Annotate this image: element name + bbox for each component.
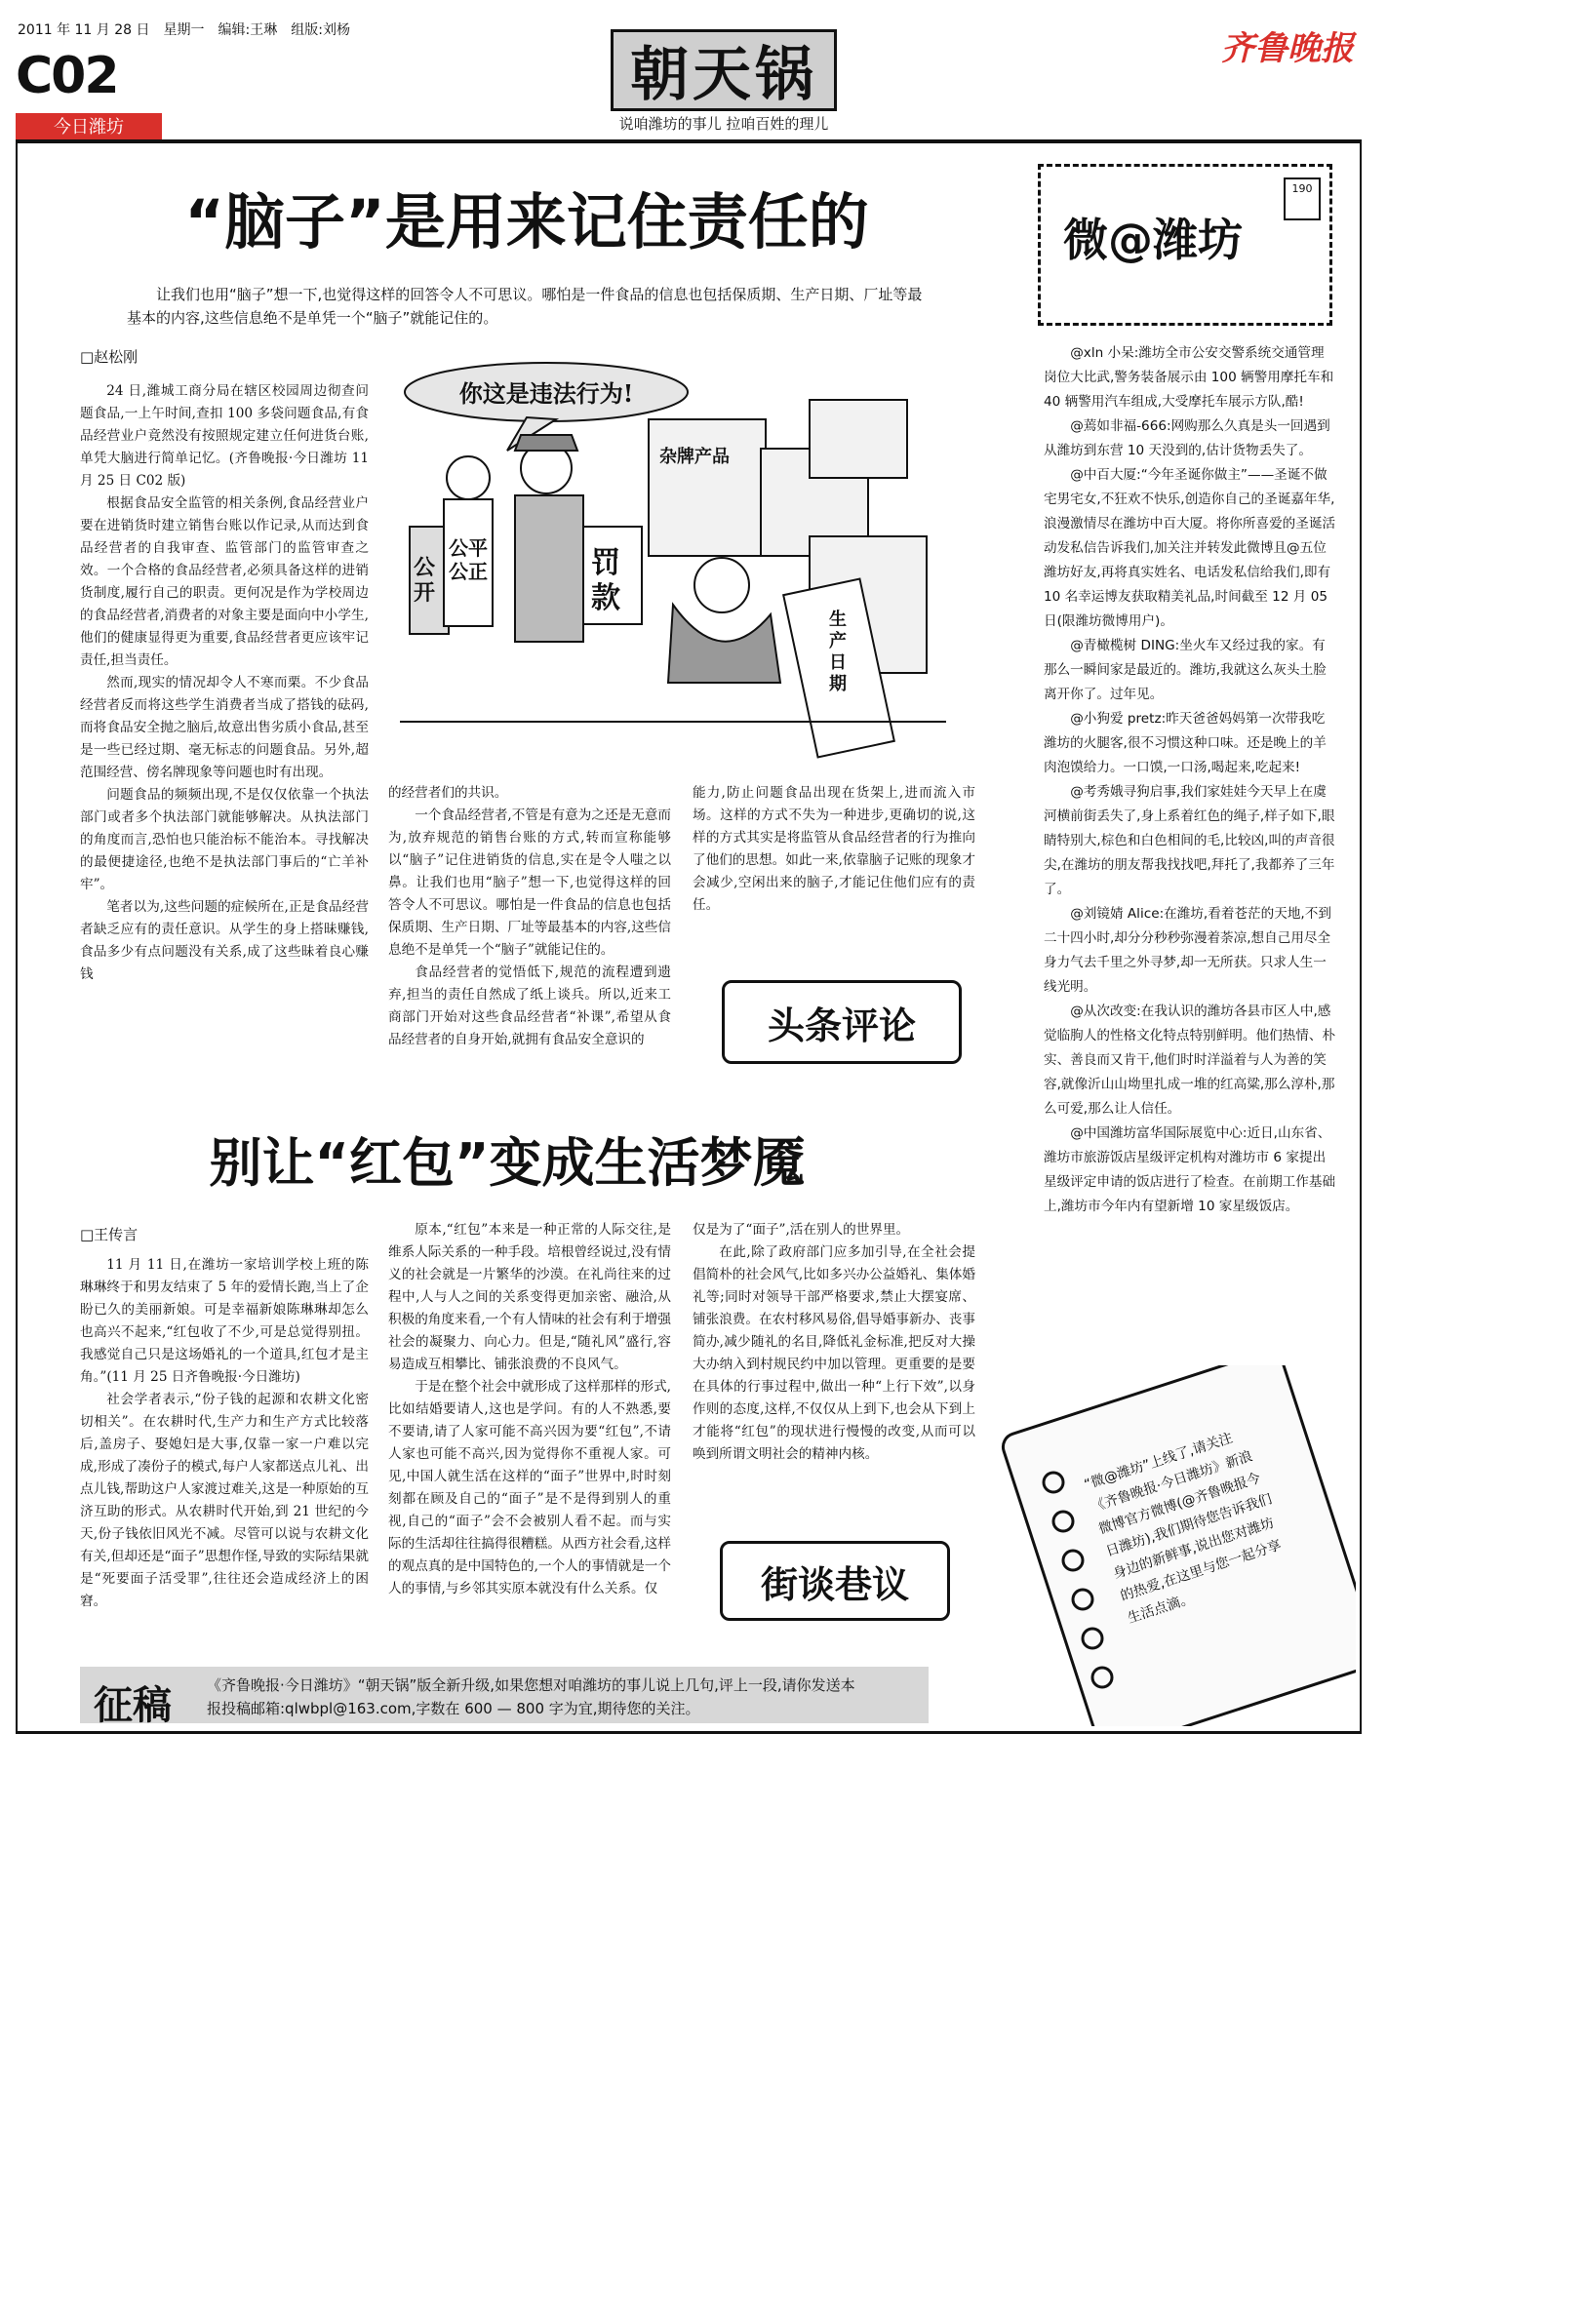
weibo-post: @中百大厦:“今年圣诞你做主”——圣诞不做宅男宅女,不狂欢不快乐,创造你自己的圣诞嘉年华,浪漫激情尽在潍坊中百大厦。将你所喜爱的圣诞活动发私信告诉我们,加关注并转发此微博且@五位潍坊好友,再将真实姓名、电话发私信给我们,即有 10 名幸运博友获取精美礼品,时间截至 12 月 05 日(限潍坊微博用户)。 [1044,467,1336,629]
paper-name-logo: 齐鲁晚报 [1221,29,1354,68]
speech-bubble-text: 你这是违法行为! [458,379,634,408]
paragraph: 在此,除了政府部门应多加引导,在全社会提倡简朴的社会风气,比如多兴办公益婚礼、集体婚礼等;同时对领导干部严格要求,禁止大摆宴席、铺张浪费。在农村移风易俗,倡导婚事新办、丧事简办,减少随礼的名目,降低礼金标准,把反对大操大办纳入到村规民约中加以管理。更重要的是要在具体的行事过程中,做出一种“上行下效”,以身作则的态度,这样,不仅仅从上到下,也会从下到上才能将“红包”的现状进行慢慢的改变,从而可以唤到所谓文明社会的精神内核。 [693,1244,975,1462]
article2-column-1 [80,1254,369,1613]
article1-byline: □赵松刚 [80,348,139,366]
weibo-post: @蔫如非福-666:网购那么久真是头一回遇到从潍坊到东营 10 天没到的,估计货物丢失了。 [1044,418,1330,458]
stamp-icon: 190 [1284,177,1321,220]
weibo-post: @从次改变:在我认识的潍坊各县市区人中,感觉临朐人的性格文化特点特别鲜明。他们热情、朴实、善良而又肯干,他们时时洋溢着与人为善的笑容,就像沂山山坳里扎成一堆的红高粱,那么淳朴,那么可爱,那么让人信任。 [1044,1004,1336,1117]
footer-line: 报投稿邮箱:qlwbpl@163.com,字数在 600 — 800 字为宜,期待您的关注。 [207,1700,700,1717]
weibo-post: @考秀娥寻狗启事,我们家娃娃今天早上在虞河横前街丢失了,身上系着红色的绳子,样子如下,眼睛特别大,棕色和白色相间的毛,比较凶,叫的声音很尖,在潍坊的朋友帮我找找吧,拜托了,我都养了三年了。 [1044,784,1335,897]
paragraph: 仅是为了“面子”,活在别人的世界里。 [693,1222,910,1238]
notepad-illustration [985,1365,1356,1726]
sign-text: 公开 [414,556,436,606]
paragraph: 根据食品安全监管的相关条例,食品经营业户要在进销货时建立销售台账以作记录,从而达到食品经营者的自我审查、监管部门的监管审查之效。一个合格的食品经营者,必须具备这样的进销货制度,履行自己的职责。更何况是作为学校周边的食品经营者,消费者的对象主要是面向中小学生,他们的健康显得更为重要,食品经营者更应该牢记责任,担当责任。 [80,495,369,668]
article1-lede: 让我们也用“脑子”想一下,也觉得这样的回答令人不可思议。哪怕是一件食品的信息也包括保质期、生产日期、厂址等最基本的内容,这些信息绝不是单凭一个“脑子”就能记住的。 [127,286,923,327]
paragraph: 能力,防止问题食品出现在货架上,进而流入市场。这样的方式不失为一种进步,更确切的说,这样的方式其实是将监管从食品经营者的行为推向了他们的思想。如此一来,依靠脑子记账的现象才会减少,空闲出来的脑子,才能记住他们应有的责任。 [693,785,975,913]
footer-text [207,1674,919,1720]
notepad-text: “微@潍坊”上线了,请关注《齐鲁晚报·今日潍坊》新浪微博官方微博(@齐鲁晚报今日潍坊),我们期待您告诉我们身边的新鲜事,说出您对潍坊的热爱,在这里与您一起分享生活点滴。 [1082,1430,1284,1627]
sign-text: 生产日期 [829,610,847,694]
sign-text: 公平公正 [449,536,488,583]
weibo-posts [1044,341,1336,1219]
sign-text: 罚款 [591,546,620,615]
date-line: 2011 年 11 月 28 日 星期一 编辑:王琳 组版:刘杨 [18,22,350,38]
paragraph: 然而,现实的情况却令人不寒而栗。不少食品经营者反而将这些学生消费者当成了搭钱的砝码,而将食品安全抛之脑后,故意出售劣质小食品,甚至是一些已经过期、毫无标志的问题食品。另外,超范围经营、傍名牌现象等问题也时有出现。 [80,675,369,780]
paragraph: 的经营者们的共识。 [388,785,508,801]
left-border [16,143,18,1731]
right-border [1360,143,1362,1731]
section-label: 今日潍坊 [16,113,162,142]
weibo-post: @中国潍坊富华国际展览中心:近日,山东省、潍坊市旅游饭店星级评定机构对潍坊市 6 家提出星级评定申请的饭店进行了检查。在前期工作基础上,潍坊市今年内有望新增 10 家星级饭店。 [1044,1125,1336,1214]
paragraph: 原本,“红包”本来是一种正常的人际交往,是维系人际关系的一种手段。培根曾经说过,没有情义的社会就是一片繁华的沙漠。在礼尚往来的过程中,人与人之间的关系变得更加亲密、融洽,从积极的角度来看,一个有人情味的社会有利于增强社会的凝聚力、向心力。但是,“随礼风”盛行,容易造成互相攀比、铺张浪费的不良风气。 [388,1222,671,1372]
paragraph: 笔者以为,这些问题的症候所在,正是食品经营者缺乏应有的责任意识。从学生的身上搭昧赚钱,食品多少有点问题没有关系,成了这些昧着良心赚钱 [80,899,369,982]
paragraph: 24 日,潍城工商分局在辖区校园周边彻查问题食品,一上午时间,查扣 100 多袋问题食品,有食品经营业户竟然没有按照规定建立任何进货台账,单凭大脑进行简单记忆。(齐鲁晚报·今日潍坊 11 月 25 日 C02 版) [80,383,369,489]
footer-rule [16,1731,1362,1734]
article1-column-2 [388,782,671,1051]
weibo-post: @刘镜婧 Alice:在潍坊,看着苍茫的天地,不到二十四小时,却分分秒秒弥漫着荼凉,想自己用尽全身力气去千里之外寻梦,却一无所获。只求人生一线光明。 [1044,906,1331,995]
headline-comment-badge: 头条评论 [722,980,962,1064]
footer-label: 征稿 [94,1683,172,1728]
article2-byline: □王传言 [80,1226,139,1243]
weibo-post: @xln 小呆:潍坊全市公安交警系统交通管理岗位大比武,警务装备展示由 100 辆警用摩托车和 40 辆警用汽车组成,大受摩托车展示方队,酷! [1044,345,1334,410]
street-talk-badge: 街谈巷议 [720,1541,950,1621]
column-brand: 朝天锅 [611,29,837,111]
article2-column-3 [693,1219,975,1466]
article1-column-3 [693,782,975,917]
paragraph: 一个食品经营者,不管是有意为之还是无意而为,放弃规范的销售台账的方式,转而宣称能够以“脑子”记住进销货的信息,实在是令人嗤之以鼻。让我们也用“脑子”想一下,也觉得这样的回答令人不可思议。哪怕是一件食品的信息也包括保质期、生产日期、厂址等最基本的内容,这些信息绝不是单凭一个“脑子”就能记住的。 [388,807,671,958]
article2-headline: 别让“红包”变成生活梦魇 [209,1132,806,1194]
header-rule [16,139,1362,143]
weibo-title: 微@潍坊 [1063,214,1243,266]
weibo-post: @青橄榄树 DING:坐火车又经过我的家。有那么一瞬间家是最近的。潍坊,我就这么灰头土脸离开你了。过年见。 [1044,638,1327,702]
article1-headline: “脑子”是用来记住责任的 [184,186,869,257]
paragraph: 社会学者表示,“份子钱的起源和农耕文化密切相关”。在农耕时代,生产力和生产方式比较落后,盖房子、娶媳妇是大事,仅靠一家一户难以完成,形成了凑份子的模式,每户人家都送点儿礼、出点儿钱,帮助这户人家渡过难关,这是一种原始的互济互助的形式。从农耕时代开始,到 21 世纪的今天,份子钱依旧风光不减。尽管可以说与农耕文化有关,但却还是“面子”思想作怪,导致的实际结果就是“死要面子活受罪”,往往还会造成经济上的困窘。 [80,1392,369,1609]
footer-line: 《齐鲁晚报·今日潍坊》“朝天锅”版全新升级,如果您想对咱潍坊的事儿说上几句,评上一段,请你发送本 [207,1676,855,1694]
cartoon-illustration [400,361,946,770]
weibo-post: @小狗爱 pretz:昨天爸爸妈妈第一次带我吃潍坊的火腿客,很不习惯这种口味。还是晚上的羊肉泡馍给力。一口馍,一口汤,喝起来,吃起来! [1044,711,1327,775]
paragraph: 11 月 11 日,在潍坊一家培训学校上班的陈琳琳终于和男友结束了 5 年的爱情长跑,当上了企盼已久的美丽新娘。可是幸福新娘陈琳琳却怎么也高兴不起来,“红包收了不少,可是总觉得别扭。我感觉自己只是这场婚礼的一个道具,红包才是主角。”(11 月 25 日齐鲁晚报·今日潍坊) [80,1257,369,1385]
box-label: 杂牌产品 [659,447,730,467]
article2-column-2 [388,1219,671,1600]
page-code: C02 [16,47,118,105]
paragraph: 于是在整个社会中就形成了这样那样的形式,比如结婚要请人,这也是学问。有的人不熟悉,要不要请,请了人家可能不高兴因为要“红包”,不请人家也可能不高兴,因为觉得你不重视人家。可见,中国人就生活在这样的“面子”世界中,时时刻刻都在顾及自己的“面子”是不是得到别人的重视,自己的“面子”会不会被别人看不起。而与实际的生活却往往搞得很糟糕。从西方社会看,这样的观点真的是中国特色的,一个人的事情就是一个人的事情,与乡邻其实原本就没有什么关系。仅 [388,1379,671,1596]
article1-column-1 [80,380,369,986]
paragraph: 食品经营者的觉悟低下,规范的流程遭到遗弃,担当的责任自然成了纸上谈兵。所以,近来工商部门开始对这些食品经营者“补课”,希望从食品经营者的自身开始,就拥有食品安全意识的 [388,965,671,1047]
column-slogan: 说咱潍坊的事儿 拉咱百姓的理儿 [618,115,829,133]
paragraph: 问题食品的频频出现,不是仅仅依靠一个执法部门或者多个执法部门就能够解决。从执法部门的角度而言,恐怕也只能治标不能治本。寻找解决的最便捷途径,也绝不是执法部门事后的“亡羊补牢”。 [80,787,369,892]
